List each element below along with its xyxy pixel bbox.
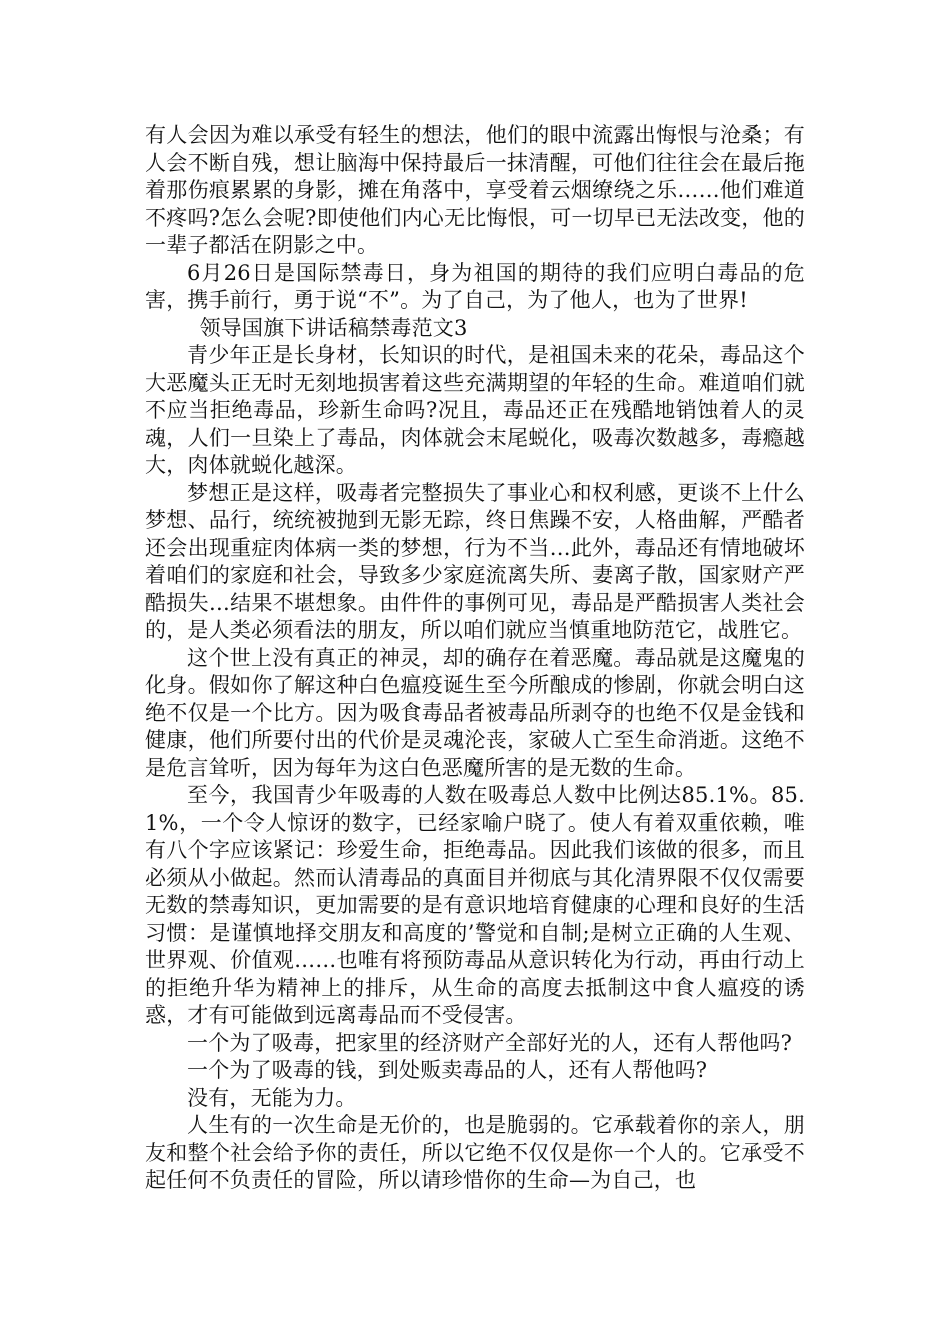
paragraph: 至今，我国青少年吸毒的人数在吸毒总人数中比例达85.1%。85.1%，一个令人惊讶的数字，已经家喻户晓了。使人有着双重依赖，唯有八个字应该紧记：珍爱生命，拒绝毒品。因此我们该做的很多，而且必须从小做起。然而认清毒品的真面目并彻底与其化清界限不仅仅需要无数的禁毒知识，更加需要的是有意识地培育健康的心理和良好的生活习惯：是谨慎地择交朋友和高度的’警觉和自制;是树立正确的人生观、世界观、价值观……也唯有将预防毒品从意识转化为行动，再由行动上的拒绝升华为精神上的排斥，从生命的高度去抵制这中食人瘟疫的诱惑，才有可能做到远离毒品而不受侵害。 xyxy=(145,783,805,1027)
paragraph: 没有，无能为力。 xyxy=(187,1085,357,1110)
paragraph: 青少年正是长身材，长知识的时代，是祖国未来的花朵，毒品这个大恶魔头正无时无刻地损害着这些充满期望的年轻的生命。难道咱们就不应当拒绝毒品，珍新生命吗?况且，毒品还正在残酷地销蚀着人的灵魂，人们一旦染上了毒品，肉体就会末尾蜕化，吸毒次数越多，毒瘾越大，肉体就蜕化越深。 xyxy=(145,343,805,477)
paragraph: 梦想正是这样，吸毒者完整损失了事业心和权利感，更谈不上什么梦想、品行，统统被抛到无影无踪，终日焦躁不安，人格曲解，严酷者还会出现重症肉体病一类的梦想，行为不当…此外，毒品还有情地破坏着咱们的家庭和社会，导致多少家庭流离失所、妻离子散，国家财产严酷损失…结果不堪想象。由件件的事例可见，毒品是严酷损害人类社会的，是人类必须看法的朋友，所以咱们就应当慎重地防范它，战胜它。 xyxy=(145,480,805,642)
paragraph: 6月26日是国际禁毒日，身为祖国的期待的我们应明白毒品的危害，携手前行，勇于说“不”。为了自己，为了他人，也为了世界! xyxy=(145,260,805,312)
section-heading: 领导国旗下讲话稿禁毒范文3 xyxy=(199,315,468,340)
paragraph: 这个世上没有真正的神灵，却的确存在着恶魔。毒品就是这魔鬼的化身。假如你了解这种白色瘟疫诞生至今所酿成的惨剧，你就会明白这绝不仅是一个比方。因为吸食毒品者被毒品所剥夺的也绝不仅是金钱和健康，他们所要付出的代价是灵魂沦丧，家破人亡至生命消逝。这绝不是危言耸听，因为每年为这白色恶魔所害的是无数的生命。 xyxy=(145,645,805,780)
paragraph: 有人会因为难以承受有轻生的想法，他们的眼中流露出悔恨与沧桑；有人会不断自残，想让脑海中保持最后一抹清醒，可他们往往会在最后拖着那伤痕累累的身影，摊在角落中，享受着云烟缭绕之乐……他们难道不疼吗?怎么会呢?即使他们内心无比悔恨，可一切早已无法改变，他的一辈子都活在阴影之中。 xyxy=(145,123,805,257)
paragraph: 人生有的一次生命是无价的，也是脆弱的。它承载着你的亲人，朋友和整个社会给予你的责任，所以它绝不仅仅是你一个人的。它承受不起任何不负责任的冒险，所以请珍惜你的生命—为自己，也 xyxy=(145,1113,805,1192)
paragraph: 一个为了吸毒，把家里的经济财产全部好光的人，还有人帮他吗? xyxy=(187,1030,793,1055)
paragraph: 一个为了吸毒的钱，到处贩卖毒品的人，还有人帮他吗? xyxy=(187,1058,708,1082)
document-page xyxy=(145,122,805,1195)
